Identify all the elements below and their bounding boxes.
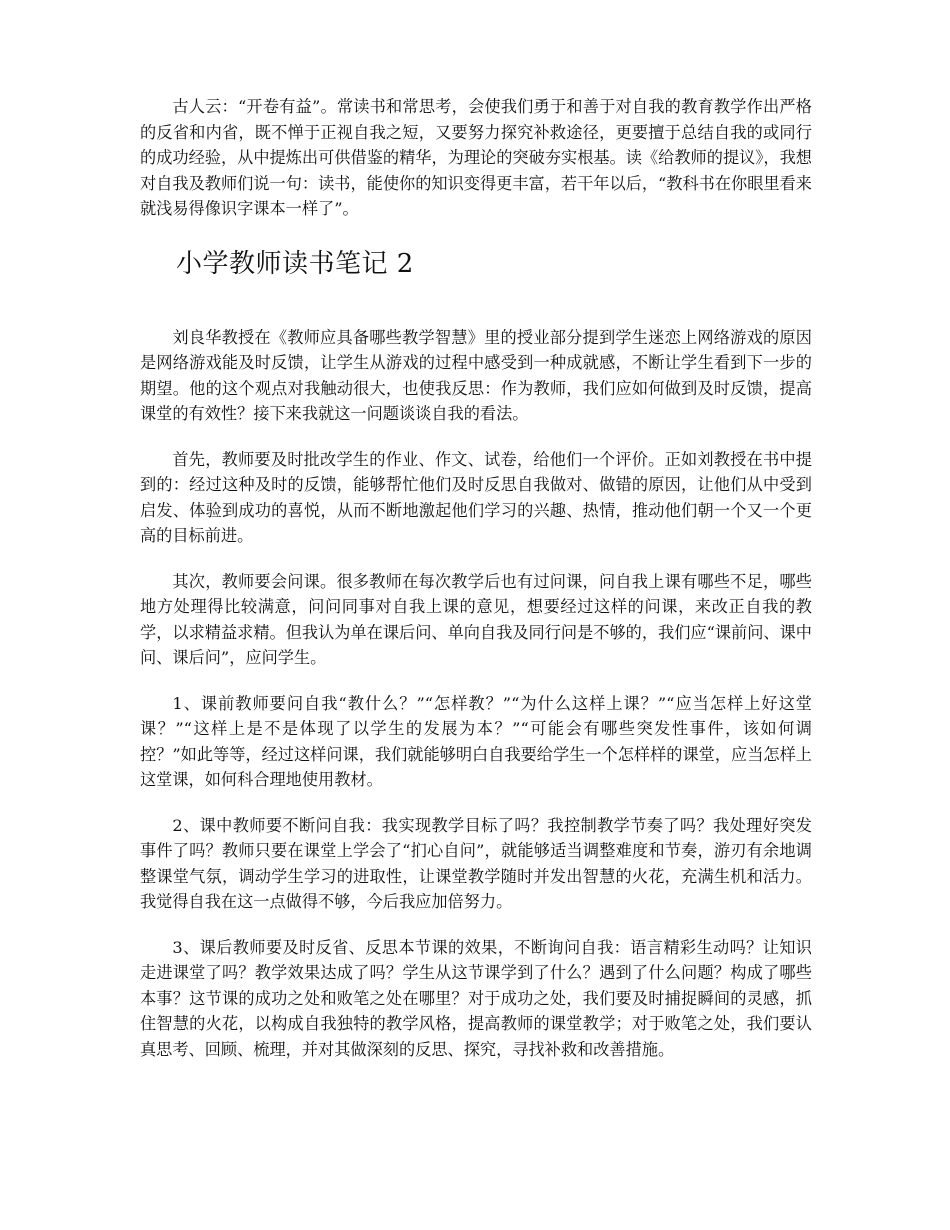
spacer: [140, 915, 812, 935]
spacer: [140, 222, 812, 247]
intro-paragraph: 古人云：“开卷有益”。常读书和常思考，会使我们勇于和善于对自我的教育教学作出严格的反省和内省，既不惮于正视自我之短，又要努力探究补救途径，更要擅于总结自我的或同行的成功经验，从中提炼出可供借鉴的精华，为理论的突破夯实根基。读《给教师的提议》，我想对自我及教师们说一句：读书，能使你的知识变得更丰富，若干年以后，“教科书在你眼里看来就浅易得像识字课本一样了”。: [140, 97, 812, 218]
body-paragraph: 1、课前教师要问自我“教什么？”“怎样教？”“为什么这样上课？”“应当怎样上好这堂课？”“这样上是不是体现了以学生的发展为本？”“可能会有哪些突发性事件，该如何调控？”如此等等，经过这样问课，我们就能够明白自我要给学生一个怎样样的课堂，应当怎样上这堂课，如何科合理地使用教材。: [140, 693, 812, 789]
body-paragraph: 其次，教师要会问课。很多教师在每次教学后也有过问课，问自我上课有哪些不足，哪些地方处理得比较满意，问问同事对自我上课的意见，想要经过这样的问课，来改正自我的教学，以求精益求精。但我认为单在课后问、单向自我及同行问是不够的，我们应“课前问、课中问、课后问”，应问学生。: [140, 571, 812, 667]
section-title: 小学教师读书笔记 2: [176, 248, 414, 279]
body-paragraph: 首先，教师要及时批改学生的作业、作文、试卷，给他们一个评价。正如刘教授在书中提到的：经过这种及时的反馈，能够帮忙他们及时反思自我做对、做错的原因，让他们从中受到启发、体验到成功的喜悦，从而不断地激起他们学习的兴趣、热情，推动他们朝一个又一个更高的目标前进。: [140, 449, 812, 545]
body-paragraph: 刘良华教授在《教师应具备哪些教学智慧》里的授业部分提到学生迷恋上网络游戏的原因是网络游戏能及时反馈，让学生从游戏的过程中感受到一种成就感，不断让学生看到下一步的期望。他的这个观点对我触动很大，也使我反思：作为教师，我们应如何做到及时反馈，提高课堂的有效性？接下来我就这一问题谈谈自我的看法。: [140, 327, 812, 423]
document-page: [140, 94, 812, 1062]
spacer: [140, 281, 812, 325]
spacer: [140, 671, 812, 691]
spacer: [140, 427, 812, 447]
spacer: [140, 549, 812, 569]
spacer: [140, 793, 812, 813]
body-paragraph: 2、课中教师要不断问自我：我实现教学目标了吗？我控制教学节奏了吗？我处理好突发事件了吗？教师只要在课堂上学会了“扪心自问”，就能够适当调整难度和节奏，游刃有余地调整课堂气氛，调动学生学习的进取性，让课堂教学随时并发出智慧的火花，充满生机和活力。我觉得自我在这一点做得不够，今后我应加倍努力。: [140, 815, 812, 911]
body-paragraph: 3、课后教师要及时反省、反思本节课的效果，不断询问自我：语言精彩生动吗？让知识走进课堂了吗？教学效果达成了吗？学生从这节课学到了什么？遇到了什么问题？构成了哪些本事？这节课的成功之处和败笔之处在哪里？对于成功之处，我们要及时捕捉瞬间的灵感，抓住智慧的火花，以构成自我独特的教学风格，提高教师的课堂教学；对于败笔之处，我们要认真思考、回顾、梳理，并对其做深刻的反思、探究，寻找补救和改善措施。: [140, 937, 812, 1059]
